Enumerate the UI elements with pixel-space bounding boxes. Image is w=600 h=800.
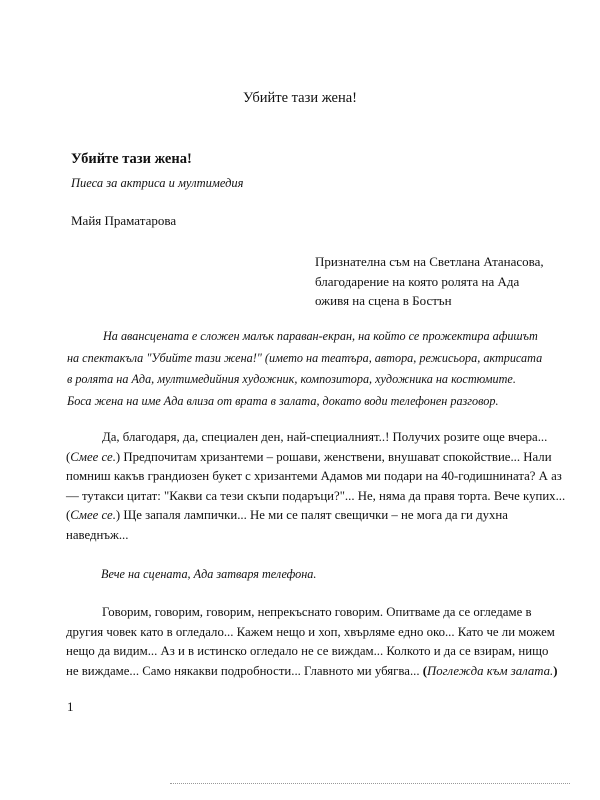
stage-direction-line: в ролята на Ада, мултимедийния художник, композитора, художника на костюмите. [67,372,516,386]
author-name: Майя Праматарова [71,213,177,228]
paragraph-text: Ще запаля лампички... Не ми се палят свещички – не мога да ги духна [120,508,508,522]
paragraph-line: Да, благодаря, да, специален ден, най-специалният..! Получих розите още вчера... [102,430,548,444]
acknowledgement-line: благодарение на която ролята на Ада [315,273,520,289]
stage-direction-line: на спектакъла "Убийте тази жена!" (името на театъра, автора, режисьора, актрисата [67,350,543,365]
paragraph-line [66,506,576,526]
look-remark: Поглежда към залата. [427,663,554,678]
paragraph-line: помниш какъв грандиозен букет с хризантеми Адамов ми подари на 40-годишнината? А аз [66,469,562,483]
stage-direction-phone-closed: Вече на сцената, Ада затваря телефона. [101,567,317,581]
paragraph-line [66,448,576,468]
paragraph-line: — тутакси цитат: "Какви са тези скъпи подаръци?"... Не, няма да правя торта. Вече купих... [66,488,566,503]
paren: ( [66,508,71,522]
laughs-remark: Смее се. [70,449,116,464]
paragraph-line: нещо да видим... Аз и в истинско огледало не се виждам... Колкото и да се взирам, нищо [66,644,549,658]
scan-artifact-line [170,783,570,784]
paren: ( [422,663,428,678]
paren: ) [115,508,121,522]
monologue-paragraph-1 [66,428,576,545]
page-number: 1 [67,699,74,714]
stage-direction-line: Боса жена на име Ада влиза от врата в залата, докато води телефонен разговор. [67,393,499,408]
acknowledgement-line: оживя на сцена в Бостън [315,293,452,308]
stage-direction-line: На авансцената е сложен малък параван-екран, на който се прожектира афишът [103,329,538,343]
paragraph-text: не виждаме... Само някакви подробности... Главното ми убягва... [66,663,423,678]
paren: ) [553,663,558,678]
paragraph-text: Предпочитам хризантеми – рошави, женствени, внушават спокойствие... Нали [120,449,552,464]
acknowledgement-line: Признателна съм на Светлана Атанасова, [315,254,544,269]
paren: ) [115,449,121,464]
running-header: Убийте тази жена! [243,90,357,106]
monologue-paragraph-2 [66,603,576,681]
stage-direction-opening [67,326,567,412]
laughs-remark: Смее се. [70,508,116,522]
paragraph-line: Говорим, говорим, говорим, непрекъснато говорим. Опитваме да се огледаме в [102,605,532,619]
play-subtitle: Пиеса за актриса и мултимедия [71,176,244,190]
paren: ( [66,449,71,464]
play-title: Убийте тази жена! [71,151,192,167]
acknowledgement [315,252,575,311]
paragraph-line: наведнъж... [66,527,129,542]
paragraph-line [66,662,576,682]
paragraph-line: другия човек като в огледало... Кажем нещо и хоп, хвърляме едно око... Като че ли можем [66,624,555,639]
